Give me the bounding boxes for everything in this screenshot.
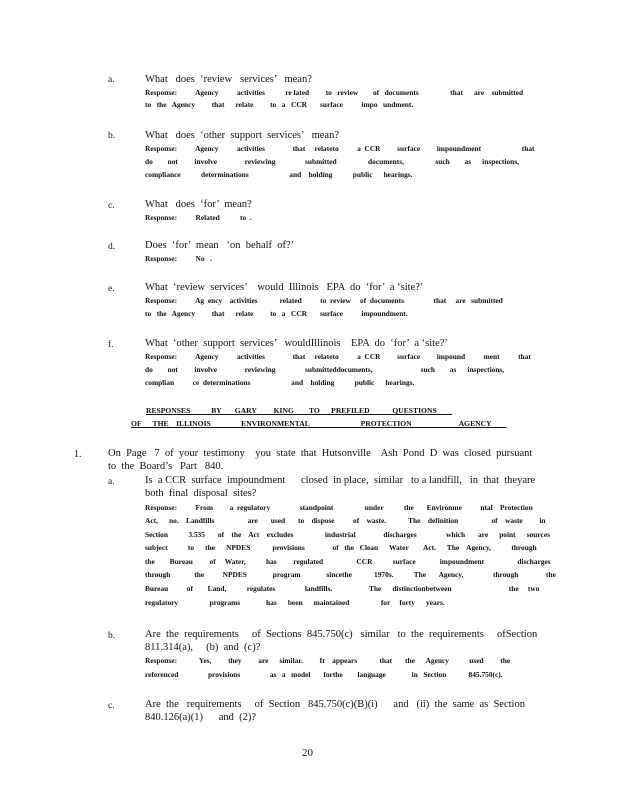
question-text: What does ‘other support services’ mean? — [145, 130, 339, 141]
question-text-line: On Page 7 of your testimony you state that Hutsonville Ash Pond D was closed pursuant — [108, 448, 533, 459]
response-line: complian ce determinations and holding public hearings. — [145, 378, 415, 387]
question-number: 1. — [74, 449, 82, 460]
response-line: Response: Agency activities that relateto a CCR surface impound ment that — [145, 352, 531, 361]
response-line: Response: Ag ency activities related to review of documents that are submitted — [145, 296, 503, 305]
response-line: regulatory programs has been maintained for forty years. — [145, 598, 445, 607]
response-line: Response: Agency activities that relateto a CCR surface impoundment that — [145, 144, 535, 153]
response-line: do not involve reviewing submitteddocuments, such as inspections, — [145, 365, 505, 374]
question-text: What does ‘review services’ mean? — [145, 74, 312, 85]
subitem-label: b. — [108, 631, 116, 641]
heading-line-2: OF THE ILLINOIS ENVIRONMENTAL PROTECTION AGENCY — [131, 419, 507, 428]
response-line: referenced provisions as a model forthe language in Section 845.750(c). — [145, 670, 503, 679]
page-number: 20 — [302, 747, 313, 759]
subitem-question-line: Are the requirements of Section 845.750(c)(B)(i) and (ii) the same as Section — [145, 699, 525, 710]
response-line: Response: No . — [145, 254, 212, 263]
response-line: Response: Related to . — [145, 213, 252, 222]
response-line: the Bureau of Water, has regulated CCR surface impoundment discharges — [145, 557, 551, 566]
question-text: What ‘other support services’ wouldIllinois EPA do ‘for’ a ‘site?’ — [145, 338, 448, 349]
subitem-label: c. — [108, 701, 115, 711]
response-line: through the NPDES program sincethe 1970s. The Agency, through the — [145, 570, 556, 579]
response-line: Section 3.535 of the Act excludes industrial discharges which are point sources — [145, 530, 550, 539]
item-label: f. — [108, 340, 114, 350]
response-line: do not involve reviewing submitted documents, such as inspections, — [145, 157, 519, 166]
response-line: subject to the NPDES provisions of the Clean Water Act. The Agency, through — [145, 543, 537, 552]
question-text: What ‘review services’ would Illinois EPA do ‘for’ a ‘site?’ — [145, 282, 424, 293]
item-label: d. — [108, 242, 116, 252]
response-line: Response: Yes, they are similar. It appears that the Agency used the — [145, 656, 511, 665]
question-text: Does ‘for’ mean ‘on behalf of?’ — [145, 240, 295, 251]
item-label: e. — [108, 284, 115, 294]
response-line: Response: From a regulatory standpoint under the Environme ntal Protection — [145, 503, 533, 512]
subitem-question-line: both final disposal sites? — [145, 488, 257, 499]
subitem-label: a. — [108, 477, 115, 487]
response-line: Bureau of Land, regulates landfills. The distinctionbetween the two — [145, 584, 540, 593]
item-label: b. — [108, 131, 116, 141]
subitem-question-line: 840.126(a)(1) and (2)? — [145, 712, 257, 723]
subitem-question-line: 811.314(a), (b) and (c)? — [145, 642, 261, 653]
response-line: Response: Agency activities re lated to review of documents that are submitted — [145, 88, 524, 97]
item-label: c. — [108, 201, 115, 211]
question-text-line: to the Board’s Part 840. — [108, 461, 224, 472]
heading-line-1: RESPONSES BY GARY KING TO PREFILED QUESTIONS — [146, 406, 452, 415]
response-line: to the Agency that relate to a CCR surface impoundment. — [145, 309, 408, 318]
subitem-question-line: Are the requirements of Sections 845.750(c) similar to the requirements ofSection — [145, 629, 538, 640]
subitem-question-line: Is a CCR surface impoundment closed in place, similar to a landfill, in that theyare — [145, 475, 536, 486]
item-label: a. — [108, 75, 115, 85]
response-line: Act, no. Landfills are used to dispose of waste. The definition of waste in — [145, 516, 546, 525]
question-text: What does ‘for’ mean? — [145, 199, 252, 210]
response-line: compliance determinations and holding public hearings. — [145, 170, 413, 179]
response-line: to the Agency that relate to a CCR surface impo undment. — [145, 100, 414, 109]
